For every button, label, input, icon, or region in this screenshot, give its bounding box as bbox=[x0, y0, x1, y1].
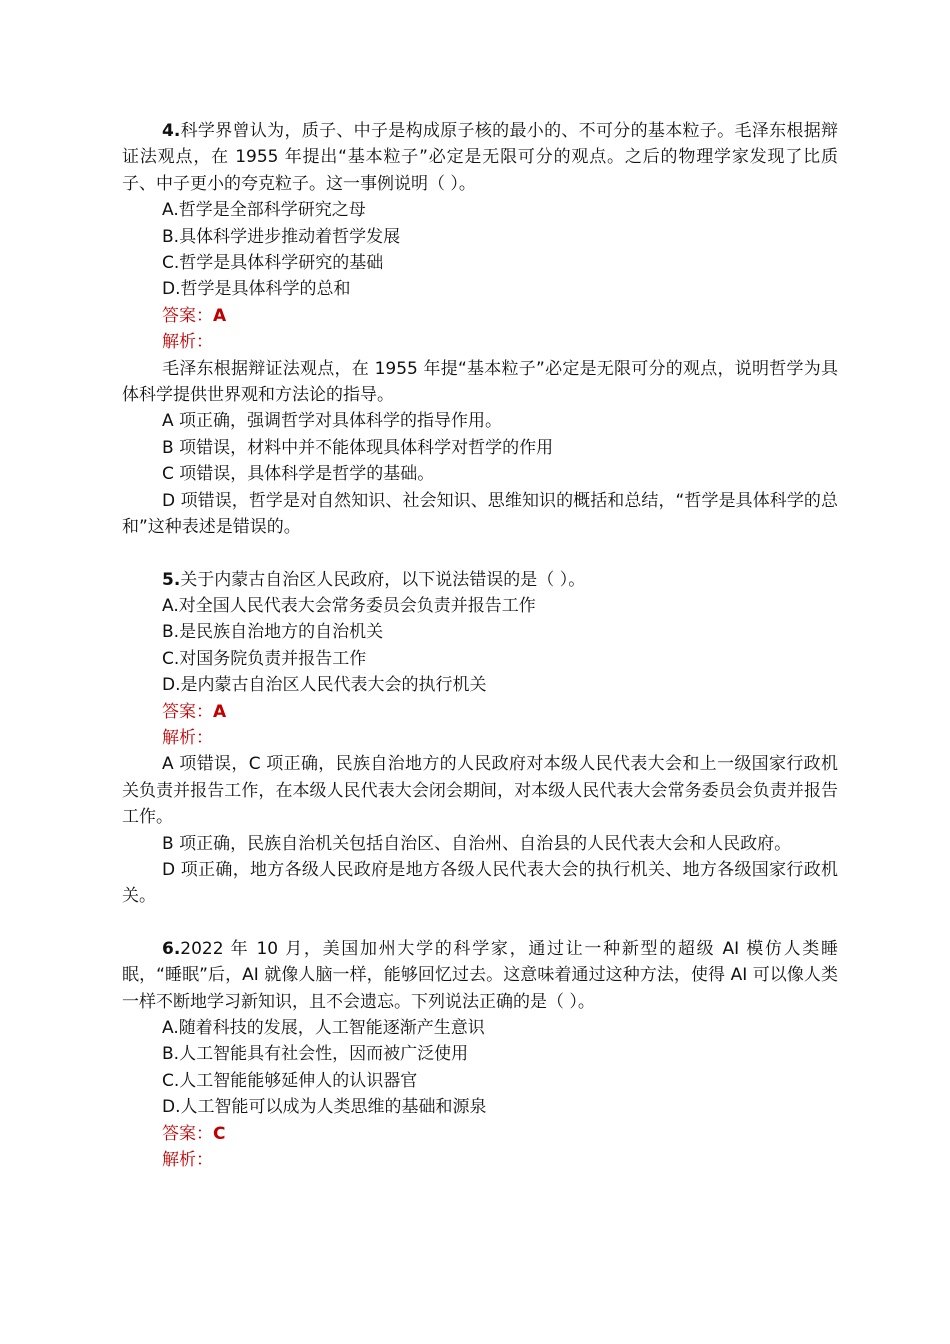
option-d: D.是内蒙古自治区人民代表大会的执行机关 bbox=[162, 675, 487, 696]
answer-value: A bbox=[213, 305, 227, 326]
analysis-label: 解析： bbox=[162, 727, 213, 748]
option-d: D.哲学是具体科学的总和 bbox=[162, 279, 351, 300]
question-6 bbox=[122, 936, 838, 1174]
analysis-paragraph: C 项错误，具体科学是哲学的基础。 bbox=[162, 464, 435, 485]
analysis-paragraph: A 项错误，C 项正确，民族自治地方的人民政府对本级人民代表大会和上一级国家行政机关负责并报告工作，在本级人民代表大会闭会期间，对本级人民代表大会常务委员会负责并报告工作。 bbox=[122, 754, 838, 828]
option-d: D.人工智能可以成为人类思维的基础和源泉 bbox=[162, 1097, 487, 1118]
option-c: C.对国务院负责并报告工作 bbox=[162, 648, 367, 669]
option-b: B.人工智能具有社会性，因而被广泛使用 bbox=[162, 1044, 469, 1065]
option-c: C.哲学是具体科学研究的基础 bbox=[162, 253, 384, 274]
analysis-paragraph: A 项正确，强调哲学对具体科学的指导作用。 bbox=[162, 411, 503, 432]
answer-value: C bbox=[213, 1123, 226, 1144]
answer-line: 答案：A bbox=[162, 305, 227, 326]
answer-line: 答案：C bbox=[162, 1123, 226, 1144]
question-stem: 5.关于内蒙古自治区人民政府，以下说法错误的是（ ）。 bbox=[162, 569, 586, 590]
analysis-label: 解析： bbox=[162, 332, 213, 353]
analysis-paragraph: 毛泽东根据辩证法观点，在 1955 年提“基本粒子”必定是无限可分的观点，说明哲学为具体科学提供世界观和方法论的指导。 bbox=[122, 358, 838, 406]
analysis-paragraph: B 项正确，民族自治机关包括自治区、自治州、自治县的人民代表大会和人民政府。 bbox=[162, 833, 792, 854]
analysis-paragraph: B 项错误，材料中并不能体现具体科学对哲学的作用 bbox=[162, 437, 554, 458]
question-5 bbox=[122, 567, 838, 910]
analysis-label: 解析： bbox=[162, 1150, 213, 1171]
answer-line: 答案：A bbox=[162, 701, 227, 722]
question-number: 5. bbox=[162, 569, 181, 590]
option-a: A.哲学是全部科学研究之母 bbox=[162, 200, 366, 221]
question-stem: 6.2022 年 10 月，美国加州大学的科学家，通过让一种新型的超级 AI 模仿人类睡眠，“睡眠”后，AI 就像人脑一样，能够回忆过去。这意味着通过这种方法，使得 AI 可以像人类一样不断地学习新知识，且不会遗忘。下列说法正确的是（ ）。 bbox=[122, 938, 838, 1012]
option-a: A.对全国人民代表大会常务委员会负责并报告工作 bbox=[162, 595, 536, 616]
analysis-paragraph: D 项错误，哲学是对自然知识、社会知识、思维知识的概括和总结，“哲学是具体科学的总和”这种表述是错误的。 bbox=[122, 490, 838, 538]
option-c: C.人工智能能够延伸人的认识器官 bbox=[162, 1070, 418, 1091]
option-a: A.随着科技的发展，人工智能逐渐产生意识 bbox=[162, 1018, 485, 1038]
answer-value: A bbox=[213, 701, 227, 722]
document-page bbox=[122, 118, 838, 1199]
analysis-paragraph: D 项正确，地方各级人民政府是地方各级人民代表大会的执行机关、地方各级国家行政机关。 bbox=[122, 859, 838, 907]
question-number: 6. bbox=[162, 938, 181, 959]
question-4 bbox=[122, 118, 838, 541]
question-stem: 4.科学界曾认为，质子、中子是构成原子核的最小的、不可分的基本粒子。毛泽东根据辩证法观点，在 1955 年提出“基本粒子”必定是无限可分的观点。之后的物理学家发现了比质子、中子更小的夸克粒子。这一事例说明（ ）。 bbox=[122, 121, 838, 194]
question-number: 4. bbox=[162, 121, 181, 141]
option-b: B.是民族自治地方的自治机关 bbox=[162, 622, 384, 643]
option-b: B.具体科学进步推动着哲学发展 bbox=[162, 226, 401, 247]
